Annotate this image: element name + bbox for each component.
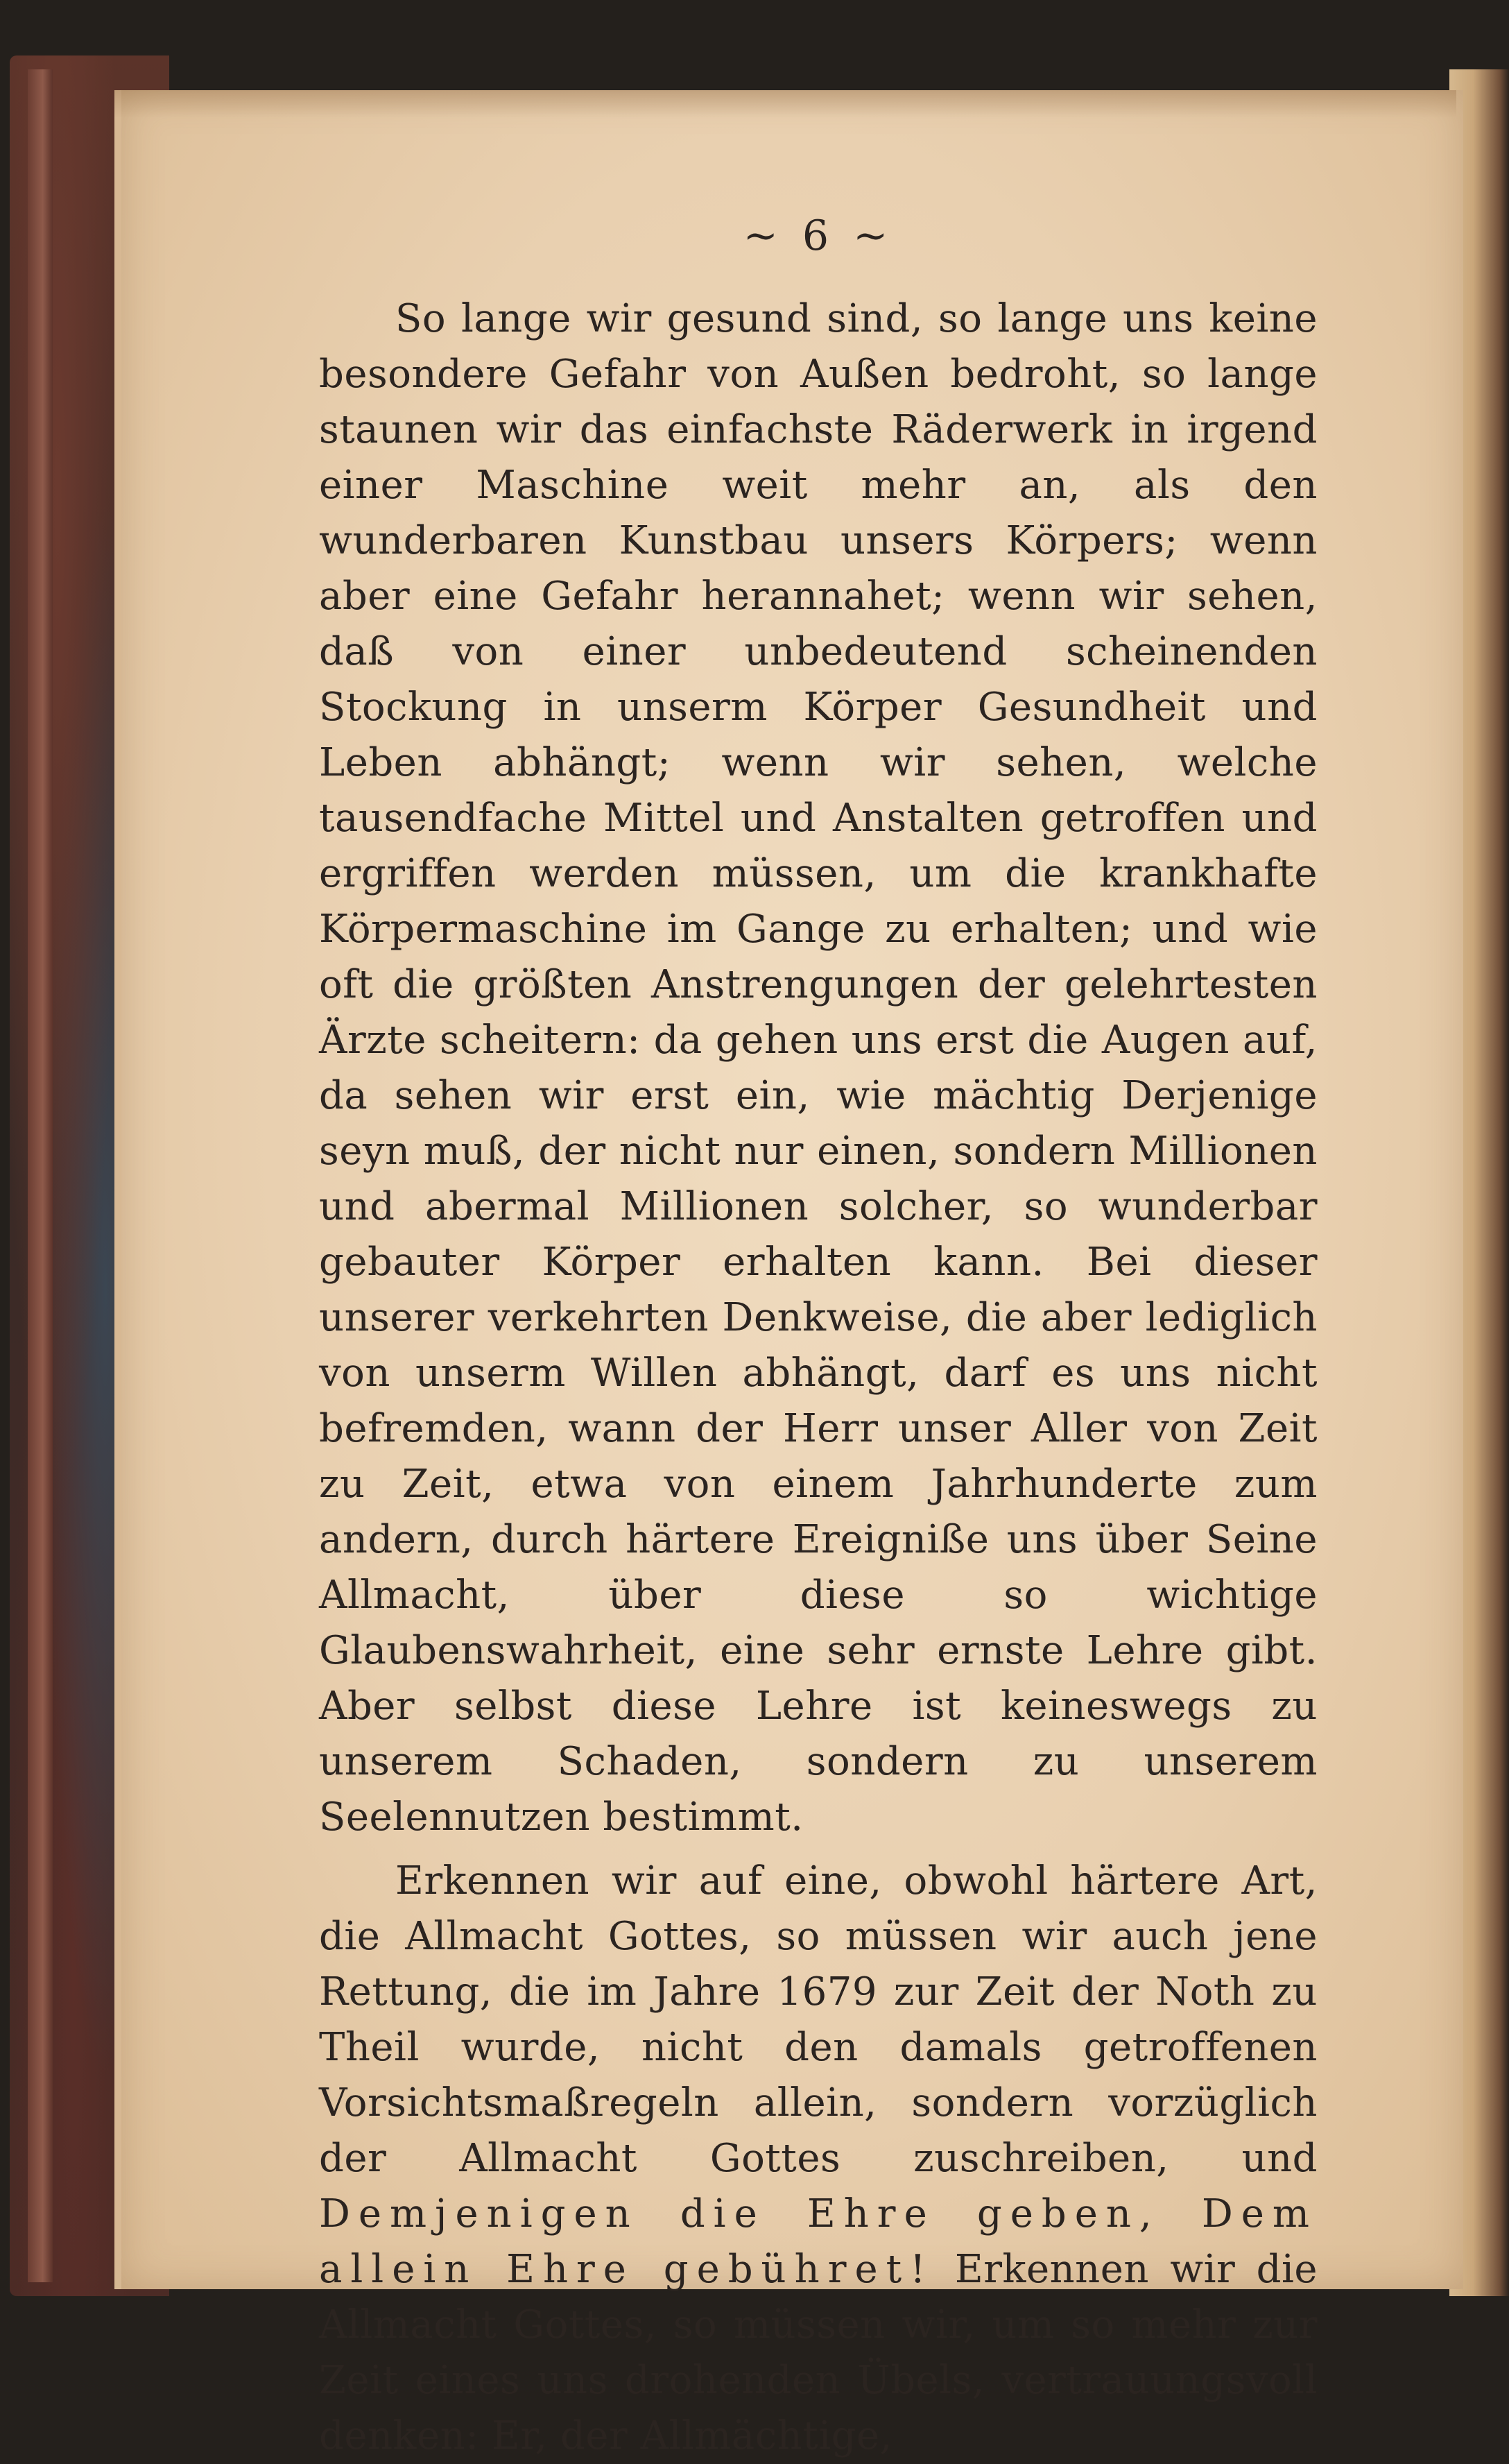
page-text-block [319, 208, 1318, 2464]
book-spine-edge [28, 69, 53, 2282]
paragraph-2-emphasis: Demjenigen die Ehre geben, Dem allein Ehre gebühret! [319, 2191, 1318, 2292]
page-top-shadow [114, 90, 1456, 118]
paragraph-1: So lange wir gesund sind, so lange uns keine besondere Gefahr von Außen bedroht, so lange staunen wir das einfachste Räderwerk in irgend einer Maschine weit mehr an, als den wunderbaren Kunstbau unsers Körpers; wenn aber eine Gefahr herannahet; wenn wir sehen, daß von einer unbedeutend scheinenden Stockung in unserm Körper Gesundheit und Leben abhängt; wenn wir sehen, welche tausendfache Mittel und Anstalten getroffen und ergriffen werden müssen, um die krankhafte Körpermaschine im Gange zu erhalten; und wie oft die größten Anstrengungen der gelehrtesten Ärzte scheitern: da gehen uns erst die Augen auf, da sehen wir erst ein, wie mächtig Derjenige seyn muß, der nicht nur einen, sondern Millionen und abermal Millionen solcher, so wunderbar gebauter Körper erhalten kann. Bei dieser unserer verkehrten Denkweise, die aber lediglich von unserm Willen abhängt, darf es uns nicht befremden, wann der Herr unser Aller von Zeit zu Zeit, etwa von einem Jahrhunderte zum andern, durch härtere Ereigniße uns über Seine Allmacht, über diese so wichtige Glaubenswahrheit, eine sehr ernste Lehre gibt. Aber selbst diese Lehre ist keineswegs zu unserem Schaden, sondern zu unserem Seelennutzen bestimmt. [319, 296, 1318, 1840]
page-number-header: ~ 6 ~ [743, 212, 894, 260]
paragraph-2-text-end: Erkennen wir die Allmacht Gottes, so müssen wir, um so mehr zur Zeit eines uns drohenden Übels, vertrauungsvoll denken: Er, der Allmächtige, [319, 2247, 1318, 2458]
paragraph-2-text-start: Erkennen wir auf eine, obwohl härtere Art, die Allmacht Gottes, so müssen wir auch jene Rettung, die im Jahre 1679 zur Zeit der Noth zu Theil wurde, nicht den damals getroffenen Vorsichtsmaßregeln allein, sondern vorzüglich der Allmacht Gottes zuschreiben, und [319, 1858, 1318, 2181]
paragraph-2 [319, 1854, 1318, 2464]
